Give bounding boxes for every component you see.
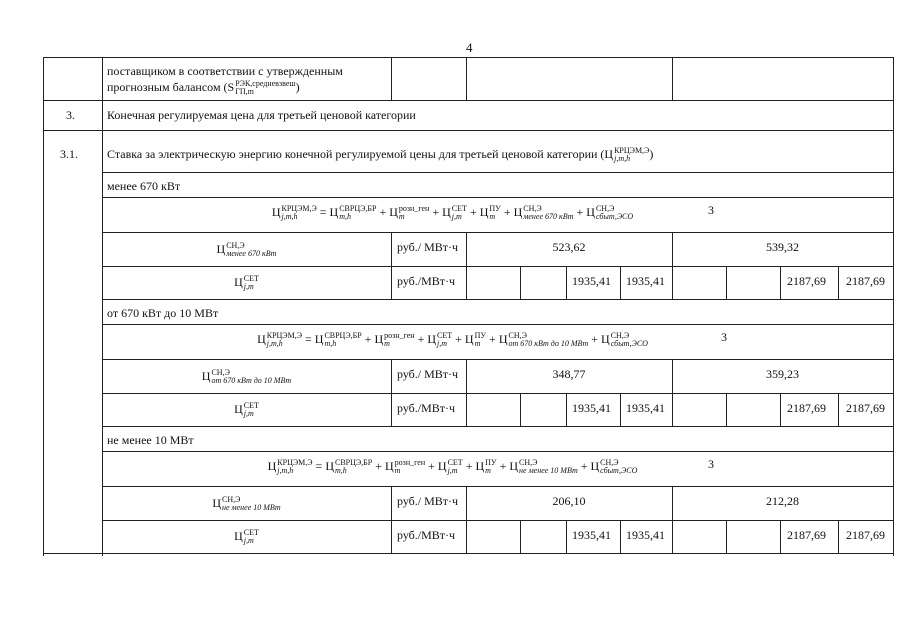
table-rule xyxy=(838,266,839,299)
table-rule xyxy=(102,197,893,198)
row-3-title: Конечная регулируемая цена для третьей ценовой категории xyxy=(107,108,416,122)
set-value-4-1: 2187,69 xyxy=(846,401,885,415)
set-value-4-0: 2187,69 xyxy=(846,274,885,288)
set-label-2: Ц СЕТ j,m xyxy=(234,528,259,546)
table-rule xyxy=(780,393,781,426)
table-rule xyxy=(43,57,44,101)
table-rule xyxy=(102,520,893,521)
table-rule xyxy=(780,520,781,553)
table-rule xyxy=(566,520,567,553)
sn-label-2: Ц СН,Э не менее 10 МВт xyxy=(212,495,281,513)
sn-unit-1: руб./ МВт·ч xyxy=(397,367,459,381)
table-rule xyxy=(620,520,621,553)
table-rule xyxy=(566,393,567,426)
table-rule xyxy=(102,266,893,267)
table-rule xyxy=(102,299,893,300)
table-rule xyxy=(43,130,893,131)
set-label-1: Ц СЕТ j,m xyxy=(234,401,259,419)
table-rule xyxy=(102,486,893,487)
formula-0: Ц КРЦЭМ,Э j,m,h = Ц СВРЦЭ,БР m,h + Ц розн_ген m + Ц СЕТ j,m + Ц ПУ m + Ц СН,Э менее 670 кВт + Ц СН,Э сбыт,ЭСО xyxy=(271,204,634,222)
table-rule xyxy=(726,266,727,299)
table-rule xyxy=(466,57,467,101)
set-value-1-0: 1935,41 xyxy=(572,274,611,288)
set-value-3-2: 2187,69 xyxy=(787,528,826,542)
set-value-3-0: 2187,69 xyxy=(787,274,826,288)
table-rule xyxy=(43,57,893,58)
set-unit-0: руб./МВт·ч xyxy=(397,274,456,288)
sn-label-0: Ц СН,Э менее 670 кВт xyxy=(216,241,277,259)
set-value-2-2: 1935,41 xyxy=(626,528,665,542)
set-unit-2: руб./МВт·ч xyxy=(397,528,456,542)
sn-unit-2: руб./ МВт·ч xyxy=(397,494,459,508)
set-label-0: Ц СЕТ j,m xyxy=(234,274,259,292)
sn-value-1-2: 206,10 xyxy=(552,494,586,508)
table-rule xyxy=(520,393,521,426)
sn-value-1-0: 523,62 xyxy=(552,240,586,254)
set-value-1-1: 1935,41 xyxy=(572,401,611,415)
sn-unit-0: руб./ МВт·ч xyxy=(397,240,459,254)
table-rule xyxy=(726,393,727,426)
prev-row-text-line1: поставщиком в соответствии с утвержденным xyxy=(107,64,343,78)
table-rule xyxy=(672,57,673,101)
table-rule xyxy=(620,393,621,426)
set-value-3-1: 2187,69 xyxy=(787,401,826,415)
table-rule xyxy=(102,232,893,233)
table-rule xyxy=(102,451,893,452)
table-rule xyxy=(620,266,621,299)
table-rule xyxy=(566,266,567,299)
set-value-1-2: 1935,41 xyxy=(572,528,611,542)
table-rule xyxy=(102,172,893,173)
set-value-4-2: 2187,69 xyxy=(846,528,885,542)
set-value-2-1: 1935,41 xyxy=(626,401,665,415)
table-rule xyxy=(102,393,893,394)
set-unit-1: руб./МВт·ч xyxy=(397,401,456,415)
table-rule xyxy=(838,520,839,553)
page-number: 4 xyxy=(466,40,473,55)
table-rule xyxy=(43,553,893,554)
group-title-2: не менее 10 МВт xyxy=(107,433,194,447)
table-rule xyxy=(43,100,893,101)
table-rule xyxy=(780,266,781,299)
sn-label-1: Ц СН,Э от 670 кВт до 10 МВт xyxy=(201,368,292,386)
prev-row-text: прогнозным балансом (S xyxy=(107,80,235,94)
table-rule xyxy=(102,100,103,130)
table-rule xyxy=(838,393,839,426)
set-value-2-0: 1935,41 xyxy=(626,274,665,288)
row-3-number: 3. xyxy=(66,108,75,122)
table-rule xyxy=(102,57,103,101)
formula-1: Ц КРЦЭМ,Э j,m,h = Ц СВРЦЭ,БР m,h + Ц розн_ген m + Ц СЕТ j,m + Ц ПУ m + Ц СН,Э от 670 кВт до 10 МВт + Ц СН,Э сбыт,ЭСО xyxy=(257,331,648,349)
table-rule xyxy=(102,359,893,360)
formula-mark-0: 3 xyxy=(708,203,714,217)
table-rule xyxy=(893,57,894,101)
sn-value-1-1: 348,77 xyxy=(552,367,586,381)
sn-value-2-0: 539,32 xyxy=(766,240,799,254)
formula-mark-1: 3 xyxy=(721,330,727,344)
table-rule xyxy=(102,324,893,325)
row-3-1-title: Ставка за электрическую энергию конечной регулируемой цены для третьей ценовой категории (Ц КРЦЭМ,Э j,m,h ) xyxy=(107,146,654,164)
table-rule xyxy=(520,520,521,553)
prev-row-text-line2: прогнозным балансом (S РЭК,средневзвеш ГП,m ) xyxy=(107,79,300,97)
table-rule xyxy=(43,100,44,130)
row-3-1-number: 3.1. xyxy=(60,147,78,161)
table-rule xyxy=(726,520,727,553)
formula-mark-2: 3 xyxy=(708,457,714,471)
table-rule xyxy=(102,426,893,427)
formula-2: Ц КРЦЭМ,Э j,m,h = Ц СВРЦЭ,БР m,h + Ц розн_ген m + Ц СЕТ j,m + Ц ПУ m + Ц СН,Э не менее 10 МВт + Ц СН,Э сбыт,ЭСО xyxy=(267,458,638,476)
table-rule xyxy=(893,100,894,130)
table-rule xyxy=(391,57,392,101)
table-rule xyxy=(520,266,521,299)
sn-value-2-2: 212,28 xyxy=(766,494,799,508)
sn-value-2-1: 359,23 xyxy=(766,367,799,381)
group-title-0: менее 670 кВт xyxy=(107,179,181,193)
group-title-1: от 670 кВт до 10 МВт xyxy=(107,306,219,320)
